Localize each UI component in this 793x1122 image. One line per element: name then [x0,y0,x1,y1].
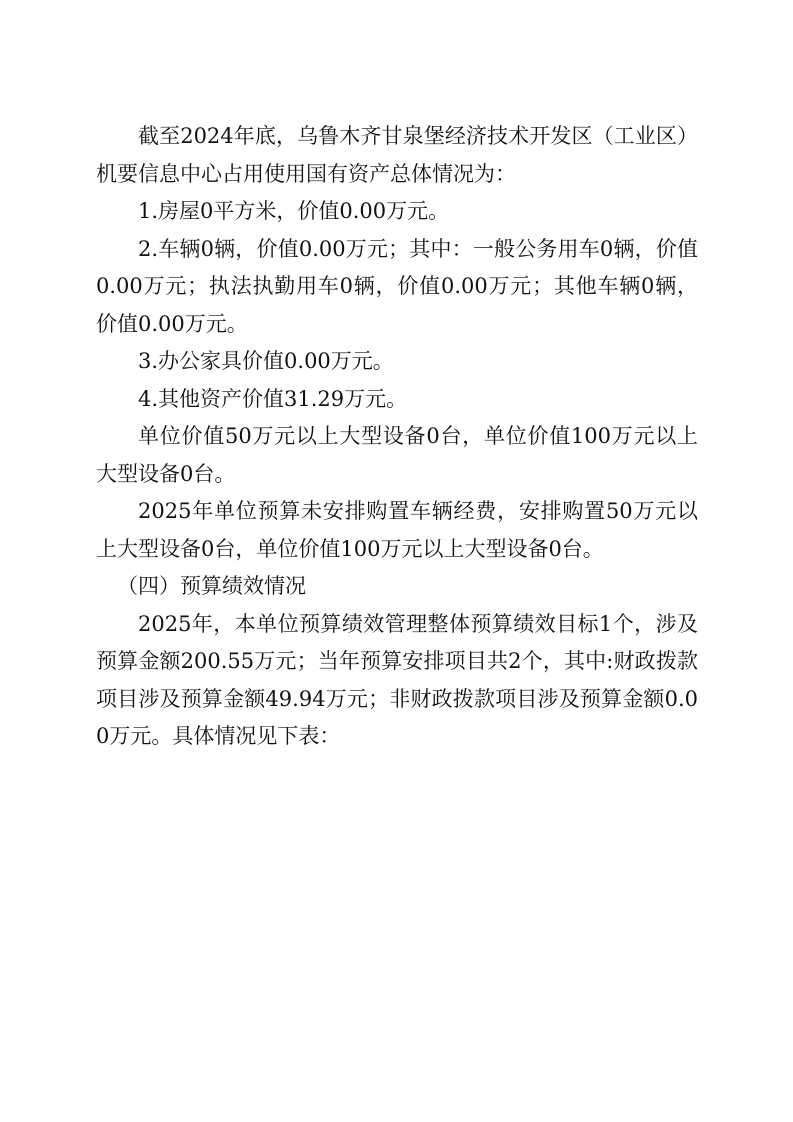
asset-item-buildings: 1.房屋0平方米，价值0.00万元。 [138,199,450,223]
asset-item-other: 4.其他资产价值31.29万元。 [138,386,408,411]
section-heading: （四）预算绩效情况 [117,574,306,598]
performance-paragraph: 2025年，本单位预算绩效管理整体预算绩效目标1个，涉及预算金额200.55万元；当年预算安排项目共2个，其中:财政拨款项目涉及预算金额49.94万元；非财政拨款项目涉及预算金额0.00万元。具体情况见下表： [96,611,698,748]
asset-item-furniture: 3.办公家具价值0.00万元。 [138,349,394,373]
document-body [96,118,698,756]
large-equipment-paragraph: 单位价值50万元以上大型设备0台，单位价值100万元以上大型设备0台。 [96,424,698,486]
asset-summary-intro: 截至2024年底，乌鲁木齐甘泉堡经济技术开发区（工业区）机要信息中心占用使用国有资产总体情况为： [96,124,698,186]
asset-item-vehicles: 2.车辆0辆，价值0.00万元；其中：一般公务用车0辆，价值0.00万元；执法执勤用车0辆，价值0.00万元；其他车辆0辆，价值0.00万元。 [96,236,698,336]
purchase-plan-paragraph: 2025年单位预算未安排购置车辆经费，安排购置50万元以上大型设备0台，单位价值100万元以上大型设备0台。 [96,499,698,561]
